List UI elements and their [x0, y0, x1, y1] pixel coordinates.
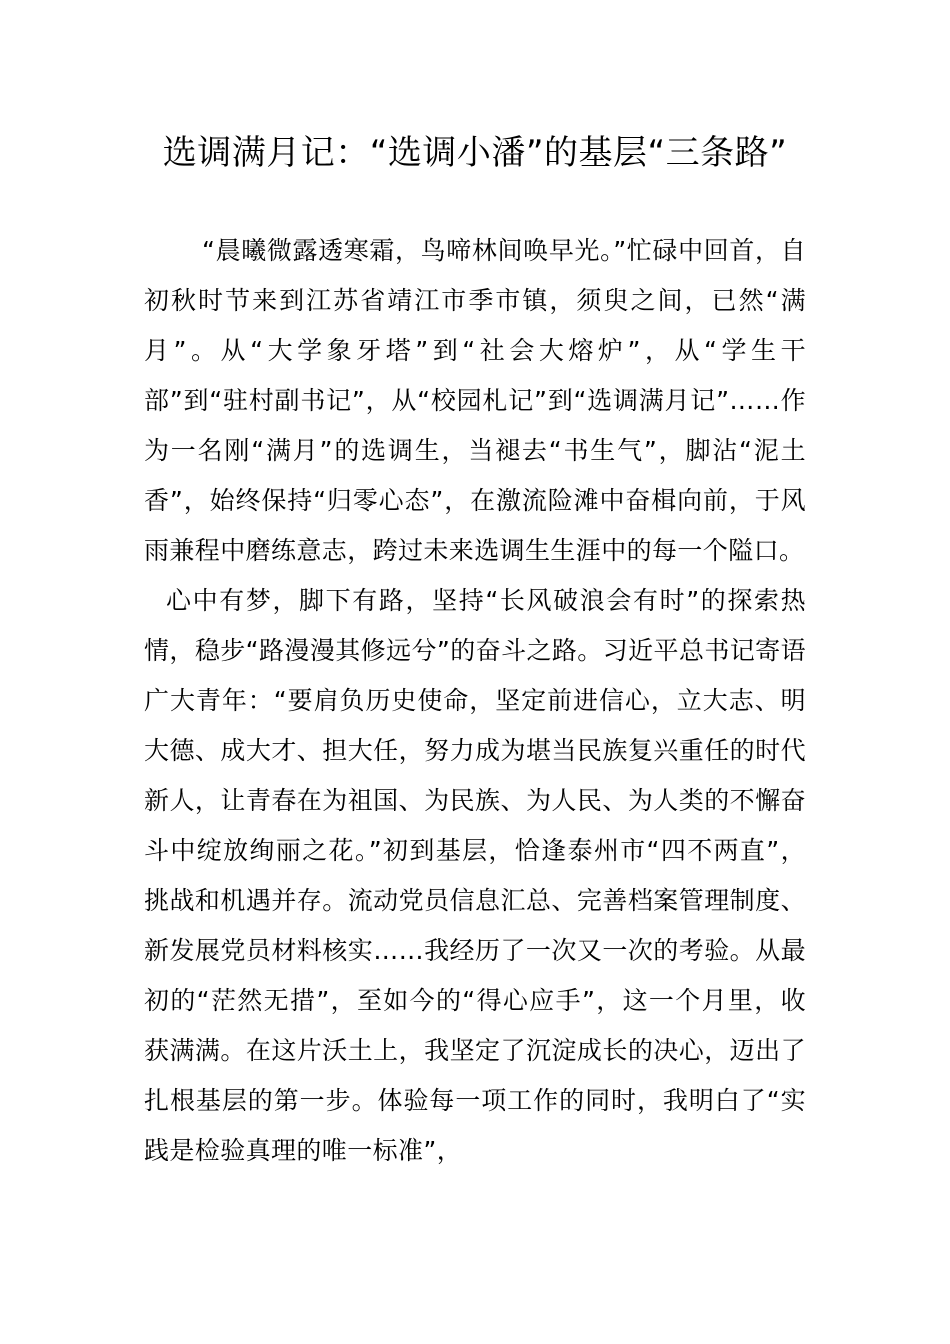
paragraph-2: 心中有梦，脚下有路，坚持“长风破浪会有时”的探索热情，稳步“路漫漫其修远兮”的奋斗之路。习近平总书记寄语广大青年：“要肩负历史使命，坚定前进信心，立大志、明大德、成大才、担大任，努力成为堪当民族复兴重任的时代新人，让青春在为祖国、为民族、为人民、为人类的不懈奋斗中绽放绚丽之花。”初到基层，恰逢泰州市“四不两直”，挑战和机遇并存。流动党员信息汇总、完善档案管理制度、新发展党员材料核实……我经历了一次又一次的考验。从最初的“茫然无措”，至如今的“得心应手”，这一个月里，收获满满。在这片沃土上，我坚定了沉淀成长的决心，迈出了扎根基层的第一步。体验每一项工作的同时，我明白了“实践是检验真理的唯一标准”， — [144, 586, 806, 1165]
paragraph-1: “晨曦微露透寒霜，鸟啼林间唤早光。”忙碌中回首，自初秋时节来到江苏省靖江市季市镇，须臾之间，已然“满月”。从“大学象牙塔”到“社会大熔炉”，从“学生干部”到“驻村副书记”，从“校园札记”到“选调满月记”……作为一名刚“满月”的选调生，当褪去“书生气”，脚沾“泥土香”，始终保持“归零心态”，在激流险滩中奋楫向前，于风雨兼程中磨练意志，跨过未来选调生生涯中的每一个隘口。 — [144, 236, 806, 565]
document-body — [144, 226, 806, 1176]
document-title: 选调满月记：“选调小潘”的基层“三条路” — [162, 133, 788, 173]
